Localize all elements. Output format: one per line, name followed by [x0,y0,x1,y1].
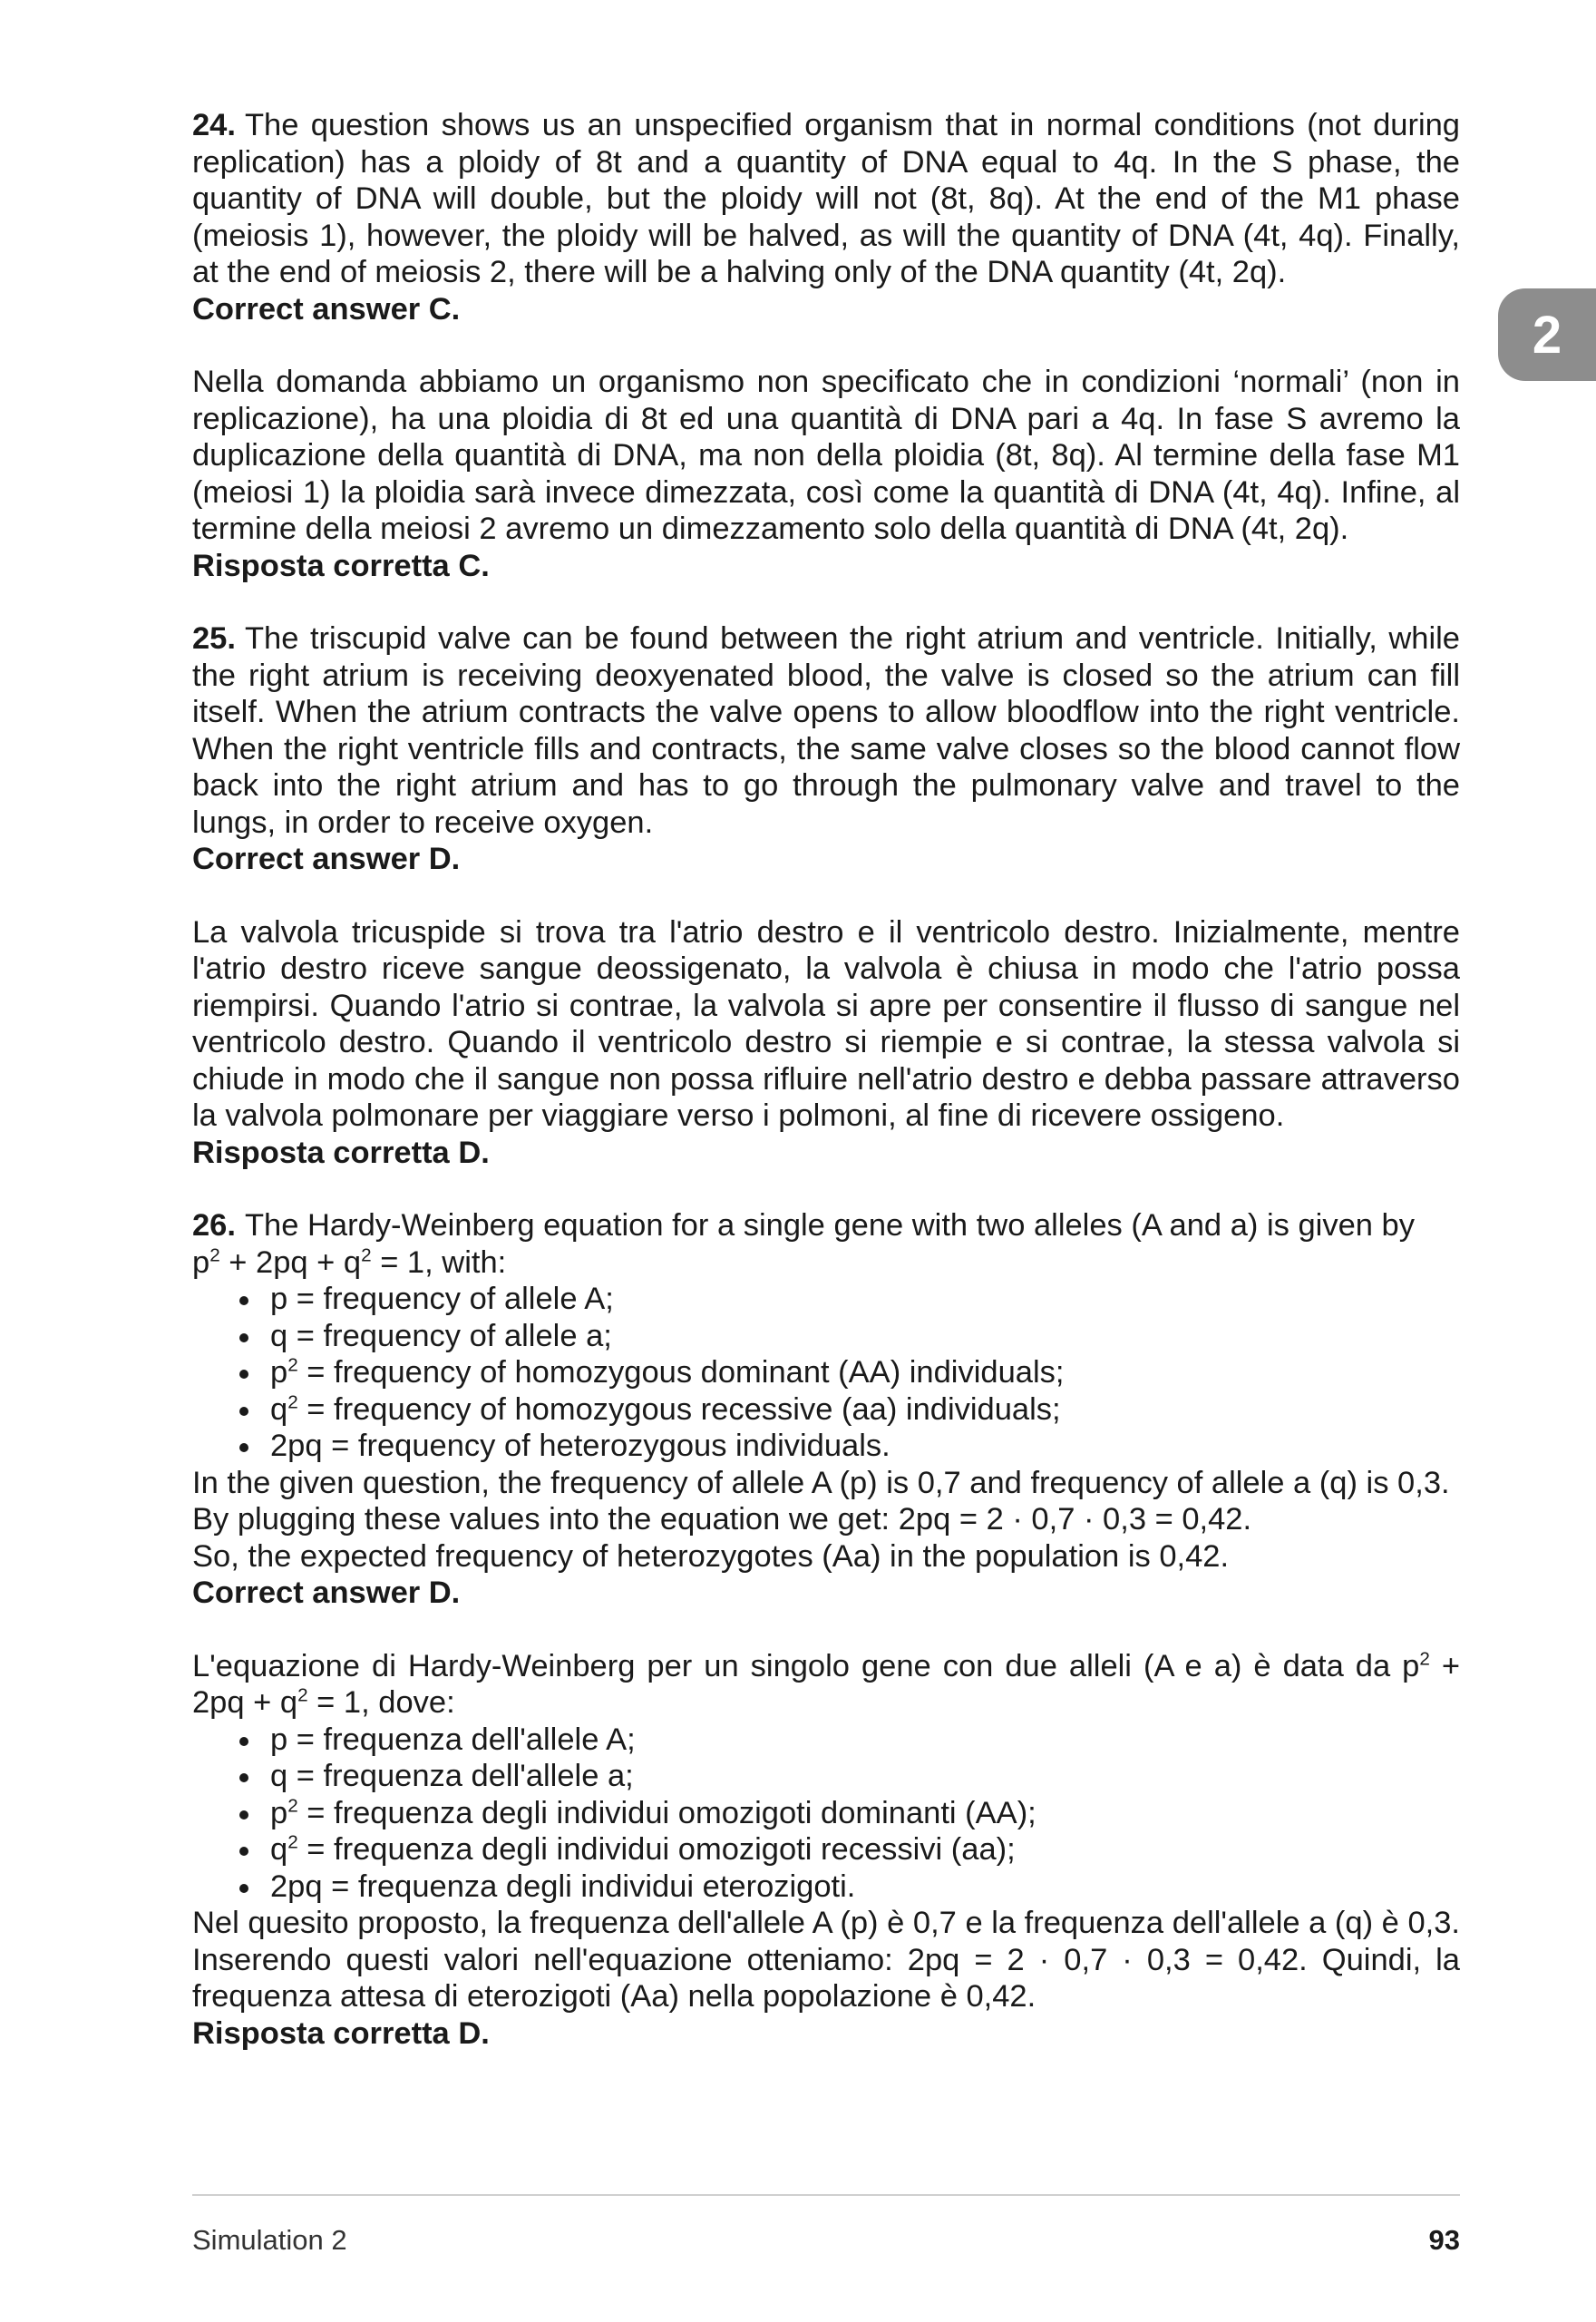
chapter-tab [1498,288,1596,381]
q26-english-body-3: So, the expected frequency of heterozygotes (Aa) in the population is 0,42. [192,1538,1230,1574]
q26-italian-list [192,1722,1460,1906]
q26-italian-body: Nel quesito proposto, la frequenza dell'allele A (p) è 0,7 e la frequenza dell'allele a (q) è 0,3. Inserendo questi valori nell'equazione otteniamo: 2pq = 2 · 0,7 · 0,3 = 0,42. Quindi, la frequenza attesa di eterozigoti (Aa) nella popolazione è 0,42. [192,1906,1460,2014]
page-number: 93 [1428,2224,1460,2256]
list-item: $p^2$ = frequency of homozygous dominant (AA) individuals; [270,1354,1460,1391]
q26-italian-intro: L'equazione di Hardy-Weinberg per un singolo gene con due alleli (A e a) è data da $p^2 + 2pq + q^2 = 1$, dove: [192,1648,1461,1720]
list-item: p = frequenza dell'allele A; [270,1722,1460,1759]
q25-italian: La valvola tricuspide si trova tra l'atrio destro e il ventricolo destro. Inizialmente, mentre l'atrio destro riceve sangue deossigenato, la valvola è chiusa in modo che l'atrio possa riempirsi. Quando l'atrio si contrae, la valvola si apre per consentire il flusso di sangue nel ventricolo destro. Quando il ventricolo destro si riempie e si contrae, la stessa valvola si chiude in modo che il sangue non possa rifluire nell'atrio destro e debba passare attraverso la valvola polmonare per viaggiare verso i polmoni, al fine di ricevere ossigeno. [192,914,1460,1133]
q24-english: 24. The question shows us an unspecified organism that in normal conditions (not during replication) has a ploidy of 8t and a quantity of DNA equal to 4q. In the S phase, the quantity of DNA will double, but the ploidy will not (8t, 8q). At the end of the M1 phase (meiosis 1), however, the ploidy will be halved, as will the quantity of DNA (4t, 4q). Finally, at the end of meiosis 2, there will be a halving only of the DNA quantity (4t, 2q). [192,108,1460,289]
page-content [192,107,1460,2052]
q25-english: 25. The triscupid valve can be found between the right atrium and ventricle. Initially, while the right atrium is receiving deoxyenated blood, the valve is closed so the atrium can fill itself. When the atrium contracts the valve opens to allow bloodflow into the right ventricle. When the right ventricle fills and contracts, the same valve closes so the blood cannot flow back into the right atrium and has to go through the pulmonary valve and travel to the lungs, in order to receive oxygen. [192,621,1460,840]
q24-number: 24. [192,108,236,142]
q26-answer-en: Correct answer D. [192,1576,461,1610]
q24-italian: Nella domanda abbiamo un organismo non specificato che in condizioni ‘normali’ (non in replicazione), ha una ploidia di 8t ed una quantità di DNA pari a 4q. In fase S avremo la duplicazione della quantità di DNA, ma non della ploidia (8t, 8q). Al termine della fase M1 (meiosi 1) la ploidia sarà invece dimezzata, così come la quantità di DNA (4t, 4q). Infine, al termine della meiosi 2 avremo un dimezzamento solo della quantità di DNA (4t, 2q). [192,365,1460,546]
q25-answer-it: Risposta corretta D. [192,1135,490,1170]
q26-number: 26. [192,1208,236,1243]
list-item: q = frequenza dell'allele a; [270,1758,1460,1795]
q26-english-body-1: In the given question, the frequency of allele A (p) is 0,7 and frequency of allele a (q) is 0,3. [192,1465,1450,1500]
q26-english-intro: 26. The Hardy-Weinberg equation for a single gene with two alleles (A and a) is given by $p^2 + 2pq + q^2 = 1$, with: [192,1208,1415,1280]
list-item: 2pq = frequenza degli individui eterozigoti. [270,1868,1460,1906]
q26-english-list [192,1281,1460,1465]
q25-number: 25. [192,621,236,656]
q26-english-body-2: By plugging these values into the equation we get: 2pq = 2 · 0,7 · 0,3 = 0,42. [192,1502,1252,1537]
q25-answer-en: Correct answer D. [192,842,461,876]
q24-answer-en: Correct answer C. [192,291,461,327]
list-item: $p^2$ = frequenza degli individui omozigoti dominanti (AA); [270,1795,1460,1832]
list-item: $q^2$ = frequenza degli individui omozigoti recessivi (aa); [270,1831,1460,1868]
list-item: $q^2$ = frequency of homozygous recessive (aa) individuals; [270,1391,1460,1429]
footer-divider [192,2194,1460,2196]
footer-section-title: Simulation 2 [192,2224,347,2256]
list-item: 2pq = frequency of heterozygous individuals. [270,1428,1460,1465]
chapter-tab-label: 2 [1532,305,1562,365]
q24-answer-it: Risposta corretta C. [192,548,490,583]
q26-answer-it: Risposta corretta D. [192,2015,490,2051]
list-item: p = frequency of allele A; [270,1281,1460,1318]
list-item: q = frequency of allele a; [270,1318,1460,1355]
